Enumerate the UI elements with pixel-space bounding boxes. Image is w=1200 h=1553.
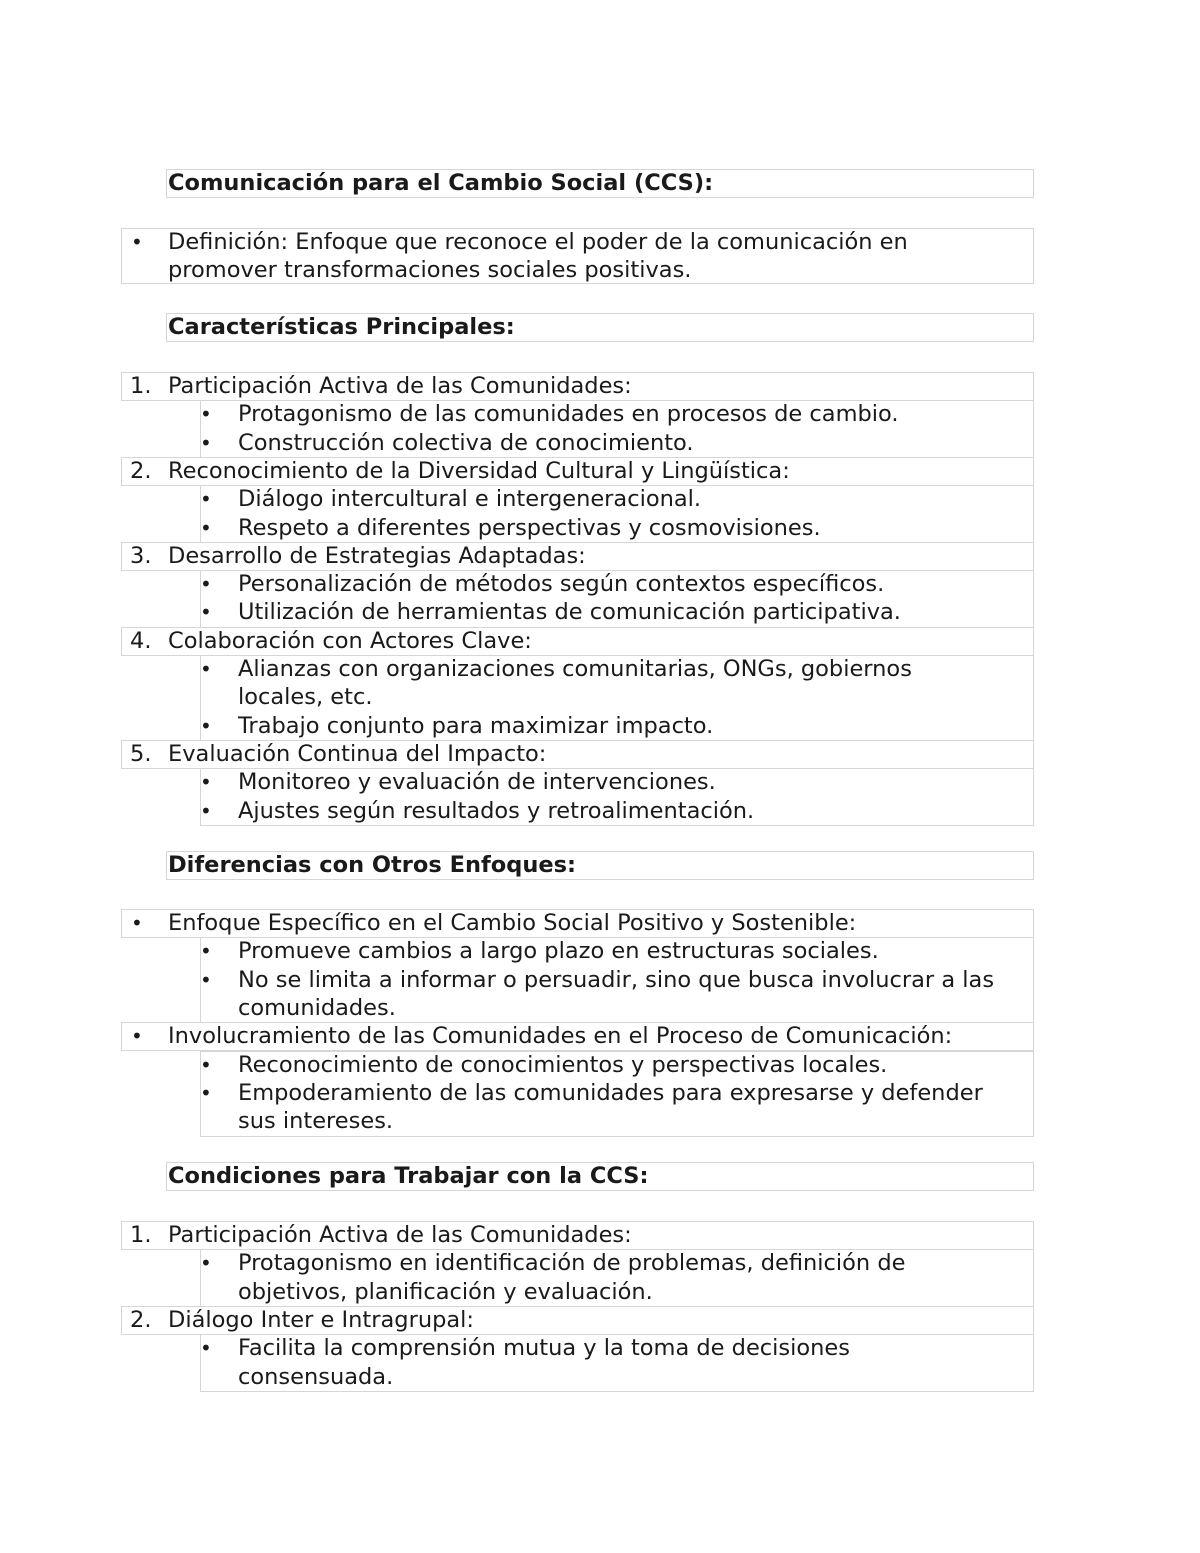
sub-item-text: objetivos, planificación y evaluación.	[238, 1278, 653, 1305]
section-heading: Diferencias con Otros Enfoques:	[168, 852, 576, 878]
list-item-label: Participación Activa de las Comunidades:	[168, 373, 632, 399]
sub-bullet-marker: •	[200, 515, 212, 540]
list-number: 2.	[130, 1306, 152, 1333]
sub-item-text: Diálogo intercultural e intergeneracional.	[238, 486, 702, 513]
section-heading: Condiciones para Trabajar con la CCS:	[168, 1163, 649, 1189]
sub-bullet-marker: •	[200, 939, 212, 964]
sub-item-text: Trabajo conjunto para maximizar impacto.	[238, 712, 714, 739]
list-item-label: Diálogo Inter e Intragrupal:	[168, 1306, 474, 1333]
bullet-marker: •	[131, 911, 143, 935]
sub-item-text: Alianzas con organizaciones comunitarias, ONGs, gobiernos	[238, 656, 912, 682]
list-item-label: Involucramiento de las Comunidades en el Proceso de Comunicación:	[168, 1023, 953, 1050]
list-item-label: Desarrollo de Estrategias Adaptadas:	[168, 542, 586, 569]
sub-item-text: consensuada.	[238, 1363, 394, 1390]
sub-item-text: Facilita la comprensión mutua y la toma de decisiones	[238, 1335, 850, 1362]
definition-text-line-2: promover transformaciones sociales positivas.	[168, 257, 692, 283]
section-heading: Características Principales:	[168, 314, 515, 340]
sub-item-text: sus intereses.	[238, 1108, 394, 1135]
sub-bullet-marker: •	[200, 770, 212, 795]
definition-text-line-1: Definición: Enfoque que reconoce el poder de la comunicación en	[168, 229, 908, 255]
list-number: 3.	[130, 542, 152, 569]
list-number: 4.	[130, 627, 152, 654]
sub-item-text: Promueve cambios a largo plazo en estructuras sociales.	[238, 938, 879, 965]
list-number: 2.	[130, 457, 152, 484]
sub-bullet-marker: •	[200, 487, 212, 512]
section-heading: Comunicación para el Cambio Social (CCS):	[168, 170, 714, 196]
list-number: 1.	[130, 1222, 152, 1248]
sub-item-text: comunidades.	[238, 994, 396, 1021]
bullet-marker: •	[131, 1024, 143, 1049]
sub-bullet-marker: •	[200, 657, 212, 681]
sub-bullet-marker: •	[200, 572, 212, 597]
sub-item-text: Protagonismo de las comunidades en procesos de cambio.	[238, 401, 899, 428]
sub-bullet-marker: •	[200, 1251, 212, 1276]
sub-bullet-marker: •	[200, 600, 212, 625]
sub-bullet-marker: •	[200, 713, 212, 738]
sub-item-text: Protagonismo en identificación de problemas, definición de	[238, 1250, 906, 1277]
list-number: 5.	[130, 740, 152, 767]
sub-bullet-marker: •	[200, 402, 212, 427]
list-number: 1.	[130, 373, 152, 399]
sub-bullet-marker: •	[200, 430, 212, 455]
sub-bullet-marker: •	[200, 1052, 212, 1077]
sub-item-text: Respeto a diferentes perspectivas y cosmovisiones.	[238, 514, 821, 541]
list-item-label: Participación Activa de las Comunidades:	[168, 1222, 632, 1248]
sub-bullet-marker: •	[200, 1336, 212, 1361]
list-item-label: Evaluación Continua del Impacto:	[168, 740, 547, 767]
sub-item-text: Utilización de herramientas de comunicación participativa.	[238, 599, 901, 626]
sub-item-text: Personalización de métodos según contextos específicos.	[238, 571, 885, 598]
sub-item-text: Empoderamiento de las comunidades para expresarse y defender	[238, 1079, 983, 1106]
sub-item-text: Construcción colectiva de conocimiento.	[238, 429, 694, 456]
bullet-marker: •	[131, 230, 143, 254]
sub-item-text: Ajustes según resultados y retroalimentación.	[238, 797, 755, 824]
sub-bullet-marker: •	[200, 798, 212, 823]
sub-item-text: Reconocimiento de conocimientos y perspectivas locales.	[238, 1051, 888, 1078]
list-item-label: Reconocimiento de la Diversidad Cultural y Lingüística:	[168, 457, 790, 484]
list-item-label: Colaboración con Actores Clave:	[168, 627, 532, 654]
sub-item-text: No se limita a informar o persuadir, sino que busca involucrar a las	[238, 966, 995, 993]
list-item-label: Enfoque Específico en el Cambio Social Positivo y Sostenible:	[168, 910, 857, 936]
sub-bullet-marker: •	[200, 967, 212, 992]
sub-bullet-marker: •	[200, 1080, 212, 1105]
sub-item-text: locales, etc.	[238, 684, 373, 711]
sub-item-text: Monitoreo y evaluación de intervenciones.	[238, 769, 716, 796]
